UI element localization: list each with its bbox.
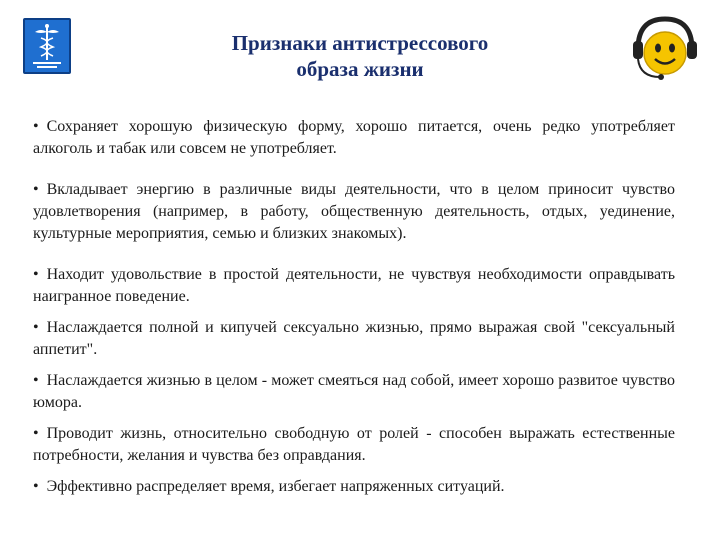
list-item xyxy=(33,317,675,361)
list-item xyxy=(33,423,675,467)
bullet-marker: • xyxy=(33,319,39,336)
bullet-marker: • xyxy=(33,372,39,389)
bullet-marker: • xyxy=(33,266,39,283)
bullet-marker: • xyxy=(33,118,39,135)
list-item-text: Находит удовольствие в простой деятельности, не чувствуя необходимости оправдывать наигранное поведение. xyxy=(33,266,675,305)
list-item-text: Сохраняет хорошую физическую форму, хорошо питается, очень редко употребляет алкоголь и табак или совсем не употребляет. xyxy=(33,118,675,157)
smiley-headset-icon xyxy=(630,13,700,85)
list-item-text: Эффективно распределяет время, избегает напряженных ситуаций. xyxy=(46,478,505,495)
list-item-text: Наслаждается жизнью в целом - может смеяться над собой, имеет хорошо развитое чувство юмора. xyxy=(33,372,675,411)
list-item xyxy=(33,370,675,414)
list-item xyxy=(33,264,675,308)
list-item-text: Проводит жизнь, относительно свободную от ролей - способен выражать естественные потребности, желания и чувства без оправдания. xyxy=(33,425,675,464)
list-item xyxy=(33,476,675,498)
bullet-marker: • xyxy=(33,181,39,198)
list-item-text: Наслаждается полной и кипучей сексуально жизнью, прямо выражая свой "сексуальный аппетит". xyxy=(33,319,675,358)
bullet-marker: • xyxy=(33,478,39,495)
bullet-list xyxy=(33,116,675,498)
bullet-marker: • xyxy=(33,425,39,442)
title-line-1: Признаки антистрессового xyxy=(231,31,489,55)
list-item xyxy=(33,116,675,160)
medical-logo-icon xyxy=(23,18,71,74)
list-item xyxy=(33,179,675,245)
list-item-text: Вкладывает энергию в различные виды деятельности, что в целом приносит чувство удовлетворения (например, в работу, общественную деятельность, отдых, уединение, культурные мероприятия, семью и близких знакомых). xyxy=(33,181,675,242)
title-line-2: образа жизни xyxy=(296,57,424,81)
page-title xyxy=(150,30,570,82)
